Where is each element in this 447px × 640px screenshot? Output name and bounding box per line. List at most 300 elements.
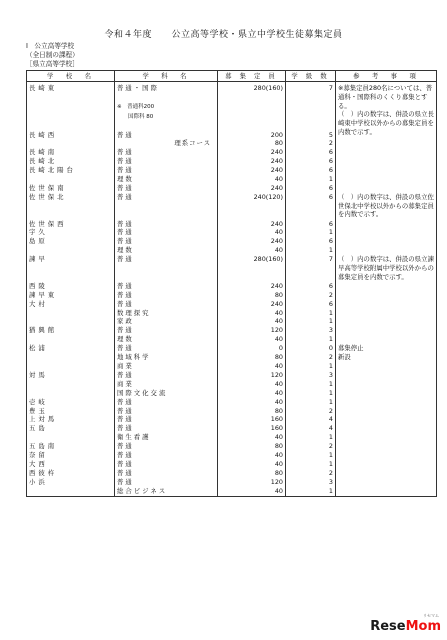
cell-capacity-text: 40 [274, 379, 283, 388]
cell-capacity [218, 157, 286, 166]
cell-course-text: 普通 [117, 219, 134, 228]
cell-capacity [218, 148, 286, 157]
cell-classes [286, 487, 336, 496]
section-course: （全日制の課程） [26, 51, 79, 59]
cell-capacity-text: 280(160) [253, 84, 283, 92]
cell-note [336, 246, 437, 255]
table-row [27, 317, 437, 326]
cell-capacity [218, 442, 286, 451]
cell-course [115, 264, 218, 273]
cell-capacity [218, 362, 286, 371]
cell-school [27, 211, 115, 220]
cell-capacity-text: 120 [270, 326, 283, 335]
table-row [27, 255, 437, 264]
logo-tagline: リセマム [423, 613, 439, 618]
cell-classes [286, 424, 336, 433]
cell-note [336, 487, 437, 496]
cell-course-text: 家政 [117, 317, 134, 326]
cell-course-text: 普通 [117, 192, 134, 201]
cell-school [27, 442, 115, 451]
cell-course [115, 344, 218, 353]
cell-capacity-text: 240 [270, 148, 283, 157]
cell-school [27, 335, 115, 344]
cell-course-text: 普通 [117, 370, 134, 379]
table-row [27, 102, 437, 112]
cell-course [115, 193, 218, 202]
cell-classes-text: 1 [328, 308, 333, 317]
cell-course-text: 普通 [117, 299, 134, 308]
cell-school-text: 長崎北 [29, 157, 58, 166]
cell-note [336, 469, 437, 478]
table-row [27, 433, 437, 442]
cell-capacity [218, 478, 286, 487]
cell-classes-text: 3 [328, 370, 333, 379]
cell-capacity-text: 40 [274, 175, 283, 184]
cell-classes [286, 139, 336, 148]
cell-note [336, 371, 437, 380]
table-row [27, 148, 437, 157]
cell-classes [286, 407, 336, 416]
cell-capacity [218, 184, 286, 193]
cell-capacity-text: 40 [274, 397, 283, 406]
table-row [27, 460, 437, 469]
cell-course-text: 普通 [117, 459, 134, 468]
cell-capacity [218, 246, 286, 255]
cell-capacity [218, 460, 286, 469]
capacity-table [26, 70, 437, 497]
cell-school [27, 282, 115, 291]
cell-course-text: 普通 [117, 477, 134, 486]
cell-classes-text: 2 [328, 353, 333, 362]
cell-capacity [218, 487, 286, 496]
cell-note [336, 407, 437, 416]
table-row [27, 335, 437, 344]
table-row [27, 353, 437, 362]
cell-school-text: 五島 [29, 424, 48, 433]
cell-course [115, 246, 218, 255]
col-header-classes: 学 級 数 [286, 71, 336, 82]
cell-course-text: 理系コース [174, 139, 211, 148]
table-row [27, 344, 437, 353]
cell-course-text: ※ 普通科200 [117, 103, 155, 110]
cell-course [115, 175, 218, 184]
cell-capacity-text: 240 [270, 219, 283, 228]
cell-school [27, 148, 115, 157]
table-body [27, 82, 437, 497]
note-text: ※募集定員280名については、普通科・国際科のくくり募集とする。 （ ）内の数字は、併設の県立長崎東中学校以外からの募集定員を内数で示す。 [338, 84, 434, 136]
cell-course [115, 478, 218, 487]
cell-classes [286, 264, 336, 273]
cell-school [27, 433, 115, 442]
col-header-school: 学 校 名 [27, 71, 115, 82]
cell-course-text: 普通 [117, 183, 134, 192]
cell-capacity [218, 175, 286, 184]
cell-note [336, 389, 437, 398]
cell-classes [286, 273, 336, 282]
col-header-capacity: 募 集 定 員 [218, 71, 286, 82]
cell-capacity-text: 240 [270, 157, 283, 166]
table-row [27, 300, 437, 309]
cell-classes [286, 317, 336, 326]
cell-capacity-text: 40 [274, 459, 283, 468]
cell-school-text: 宇久 [29, 228, 48, 237]
cell-classes [286, 415, 336, 424]
cell-classes [286, 211, 336, 220]
cell-course [115, 282, 218, 291]
cell-course [115, 469, 218, 478]
cell-classes-text: 6 [328, 281, 333, 290]
cell-school [27, 157, 115, 166]
table-row [27, 487, 437, 496]
table-header-row [27, 71, 437, 82]
cell-capacity [218, 398, 286, 407]
cell-classes [286, 202, 336, 211]
cell-course [115, 380, 218, 389]
cell-note [336, 362, 437, 371]
cell-course [115, 273, 218, 282]
cell-school [27, 228, 115, 237]
cell-classes [286, 102, 336, 112]
cell-classes [286, 433, 336, 442]
cell-classes-text: 2 [328, 290, 333, 299]
cell-classes-text: 1 [328, 397, 333, 406]
cell-classes [286, 335, 336, 344]
cell-classes-text: 7 [328, 84, 333, 92]
cell-school [27, 389, 115, 398]
cell-school [27, 202, 115, 211]
table-row [27, 82, 437, 93]
cell-classes [286, 175, 336, 184]
cell-note [336, 433, 437, 442]
cell-school [27, 353, 115, 362]
cell-course-text: 普通 [117, 451, 134, 460]
cell-classes [286, 112, 336, 122]
table-row [27, 282, 437, 291]
cell-course [115, 157, 218, 166]
cell-classes [286, 362, 336, 371]
cell-classes-text: 1 [328, 246, 333, 255]
cell-school-text: 五島南 [29, 442, 58, 451]
cell-course-text: 普通 [117, 281, 134, 290]
cell-capacity [218, 102, 286, 112]
cell-course [115, 371, 218, 380]
cell-capacity [218, 255, 286, 264]
cell-course [115, 139, 218, 148]
cell-classes [286, 122, 336, 131]
table-row [27, 211, 437, 220]
cell-capacity-text: 80 [274, 353, 283, 362]
table-row [27, 291, 437, 300]
cell-classes [286, 460, 336, 469]
cell-note [336, 353, 437, 362]
cell-note [336, 228, 437, 237]
cell-capacity [218, 424, 286, 433]
cell-school-text: 豊玉 [29, 406, 48, 415]
table-row [27, 424, 437, 433]
table-row [27, 326, 437, 335]
cell-school [27, 309, 115, 318]
table-row [27, 273, 437, 282]
cell-classes [286, 184, 336, 193]
cell-capacity-text: 120 [270, 477, 283, 486]
table-row [27, 93, 437, 102]
cell-classes [286, 255, 336, 264]
cell-course [115, 237, 218, 246]
cell-classes-text: 1 [328, 433, 333, 442]
cell-school [27, 255, 115, 264]
cell-course-text: 地域科学 [117, 353, 151, 362]
cell-capacity-text: 40 [274, 228, 283, 237]
cell-classes-text: 1 [328, 451, 333, 460]
table-row [27, 398, 437, 407]
cell-course [115, 433, 218, 442]
cell-capacity-text: 120 [270, 370, 283, 379]
cell-course-text: 普通 [117, 130, 134, 139]
cell-capacity [218, 93, 286, 102]
cell-school-text: 大西 [29, 459, 48, 468]
cell-course-text: 普通 [117, 442, 134, 451]
cell-classes [286, 131, 336, 140]
table-row [27, 112, 437, 122]
cell-capacity [218, 166, 286, 175]
cell-school [27, 246, 115, 255]
cell-note [336, 398, 437, 407]
cell-capacity-text: 240(120) [253, 192, 283, 201]
table-row [27, 442, 437, 451]
cell-course [115, 415, 218, 424]
table-row [27, 309, 437, 318]
cell-course-text: 普通 [117, 344, 134, 353]
cell-classes-text: 1 [328, 459, 333, 468]
cell-course-text: 普通 [117, 166, 134, 175]
cell-note [336, 93, 437, 102]
cell-course-text: 総合ビジネス [117, 486, 168, 495]
cell-capacity-text: 40 [274, 317, 283, 326]
cell-note [336, 282, 437, 291]
table-row [27, 131, 437, 140]
cell-note [336, 424, 437, 433]
cell-note [336, 166, 437, 175]
cell-course [115, 460, 218, 469]
cell-course-text: 普通 [117, 424, 134, 433]
cell-school [27, 193, 115, 202]
cell-classes-text: 6 [328, 192, 333, 201]
cell-course [115, 389, 218, 398]
cell-capacity-text: 40 [274, 335, 283, 344]
cell-classes-text: 3 [328, 326, 333, 335]
title-era: 令和４年度 [104, 30, 153, 40]
cell-classes-text: 1 [328, 335, 333, 344]
cell-capacity [218, 282, 286, 291]
cell-classes-text: 6 [328, 219, 333, 228]
cell-classes [286, 237, 336, 246]
cell-school-text: 島原 [29, 237, 48, 246]
cell-school [27, 460, 115, 469]
cell-classes [286, 148, 336, 157]
cell-classes [286, 166, 336, 175]
cell-capacity-text: 40 [274, 362, 283, 370]
cell-capacity-text: 280(160) [253, 255, 283, 264]
cell-capacity-text: 240 [270, 281, 283, 290]
cell-course [115, 451, 218, 460]
cell-capacity [218, 211, 286, 220]
cell-classes [286, 326, 336, 335]
cell-capacity [218, 380, 286, 389]
cell-course [115, 228, 218, 237]
cell-note [336, 326, 437, 335]
cell-course [115, 487, 218, 496]
cell-note [336, 139, 437, 148]
cell-course-text: 数理探究 [117, 308, 151, 317]
cell-note [336, 478, 437, 487]
cell-note [336, 451, 437, 460]
cell-school [27, 184, 115, 193]
cell-school [27, 166, 115, 175]
cell-course-text: 普通 [117, 255, 134, 264]
cell-capacity [218, 353, 286, 362]
cell-capacity [218, 122, 286, 131]
table-row [27, 184, 437, 193]
cell-school [27, 273, 115, 282]
table-row [27, 193, 437, 202]
cell-capacity-text: 240 [270, 166, 283, 175]
table-row [27, 166, 437, 175]
cell-course [115, 442, 218, 451]
cell-school [27, 237, 115, 246]
note-text: （ ）内の数字は、併設の県立佐世保北中学校以外からの募集定員を内数で示す。 [338, 192, 434, 219]
cell-note [336, 273, 437, 282]
cell-school-text: 松浦 [29, 344, 48, 353]
cell-capacity [218, 415, 286, 424]
cell-school [27, 112, 115, 122]
cell-classes [286, 246, 336, 255]
cell-note [336, 122, 437, 131]
cell-course-text: 理数 [117, 335, 134, 344]
cell-capacity [218, 407, 286, 416]
cell-note [336, 317, 437, 326]
cell-course-text: 普通 [117, 228, 134, 237]
cell-classes [286, 371, 336, 380]
cell-capacity-text: 200 [270, 130, 283, 139]
cell-school-text: 長崎西 [29, 130, 58, 139]
table-row [27, 157, 437, 166]
cell-note [336, 148, 437, 157]
cell-capacity-text: 40 [274, 451, 283, 460]
table-row [27, 237, 437, 246]
cell-course [115, 82, 218, 93]
cell-note [336, 255, 437, 281]
cell-capacity-text: 40 [274, 246, 283, 255]
cell-note [336, 300, 437, 309]
cell-capacity [218, 264, 286, 273]
cell-course [115, 362, 218, 371]
cell-note [336, 415, 437, 424]
cell-note [336, 460, 437, 469]
cell-capacity [218, 469, 286, 478]
cell-school [27, 175, 115, 184]
cell-note [336, 335, 437, 344]
resemom-logo [370, 613, 441, 634]
cell-course-text: 普通 [117, 415, 134, 424]
cell-note [336, 157, 437, 166]
cell-classes-text: 3 [328, 477, 333, 486]
cell-school [27, 469, 115, 478]
cell-classes-text: 7 [328, 255, 333, 264]
cell-course-text: 普通 [117, 290, 134, 299]
cell-school [27, 478, 115, 487]
table-row [27, 389, 437, 398]
cell-capacity-text: 240 [270, 299, 283, 308]
cell-classes [286, 157, 336, 166]
col-header-course: 学 科 名 [115, 71, 218, 82]
table-row [27, 246, 437, 255]
cell-course-text: 国際科 80 [117, 113, 154, 120]
cell-capacity-text: 0 [278, 344, 283, 353]
cell-course-text: 普通 [117, 326, 134, 335]
cell-classes-text: 6 [328, 157, 333, 166]
cell-course-text: 商業 [117, 362, 134, 370]
cell-classes-text: 2 [328, 139, 333, 148]
cell-school-text: 小浜 [29, 477, 48, 486]
cell-capacity [218, 131, 286, 140]
title-main: 公立高等学校・県立中学校生徒募集定員 [171, 30, 343, 40]
cell-capacity-text: 40 [274, 433, 283, 442]
cell-classes-text: 1 [328, 379, 333, 388]
cell-capacity [218, 228, 286, 237]
cell-capacity [218, 220, 286, 229]
cell-capacity-text: 40 [274, 308, 283, 317]
cell-classes-text: 2 [328, 442, 333, 451]
cell-capacity [218, 237, 286, 246]
logo-text-main: Rese [370, 619, 406, 634]
cell-course [115, 353, 218, 362]
cell-school-text: 長崎東 [29, 84, 58, 92]
cell-school-text: 奈留 [29, 451, 48, 460]
table-row [27, 469, 437, 478]
cell-note [336, 442, 437, 451]
cell-capacity-text: 80 [274, 442, 283, 451]
cell-classes-text: 5 [328, 130, 333, 139]
cell-note [336, 184, 437, 193]
cell-note [336, 82, 437, 136]
cell-school [27, 344, 115, 353]
cell-school [27, 326, 115, 335]
cell-classes-text: 1 [328, 228, 333, 237]
cell-note [336, 131, 437, 140]
cell-capacity-text: 240 [270, 237, 283, 246]
note-text: 募集停止 [338, 344, 364, 353]
cell-school-text: 西陵 [29, 281, 48, 290]
cell-course [115, 93, 218, 102]
cell-note [336, 264, 437, 273]
cell-course [115, 148, 218, 157]
table-row [27, 264, 437, 273]
cell-classes-text: 1 [328, 388, 333, 397]
cell-classes-text: 6 [328, 299, 333, 308]
cell-school [27, 362, 115, 371]
cell-capacity [218, 344, 286, 353]
cell-classes-text: 6 [328, 183, 333, 192]
note-text: 新設 [338, 353, 351, 362]
cell-course-text: 普通 [117, 468, 134, 477]
cell-classes-text: 6 [328, 148, 333, 157]
cell-course [115, 424, 218, 433]
cell-note [336, 309, 437, 318]
cell-school-text: 上対馬 [29, 415, 58, 424]
cell-school-text: 大村 [29, 299, 48, 308]
cell-school [27, 131, 115, 140]
cell-school [27, 371, 115, 380]
